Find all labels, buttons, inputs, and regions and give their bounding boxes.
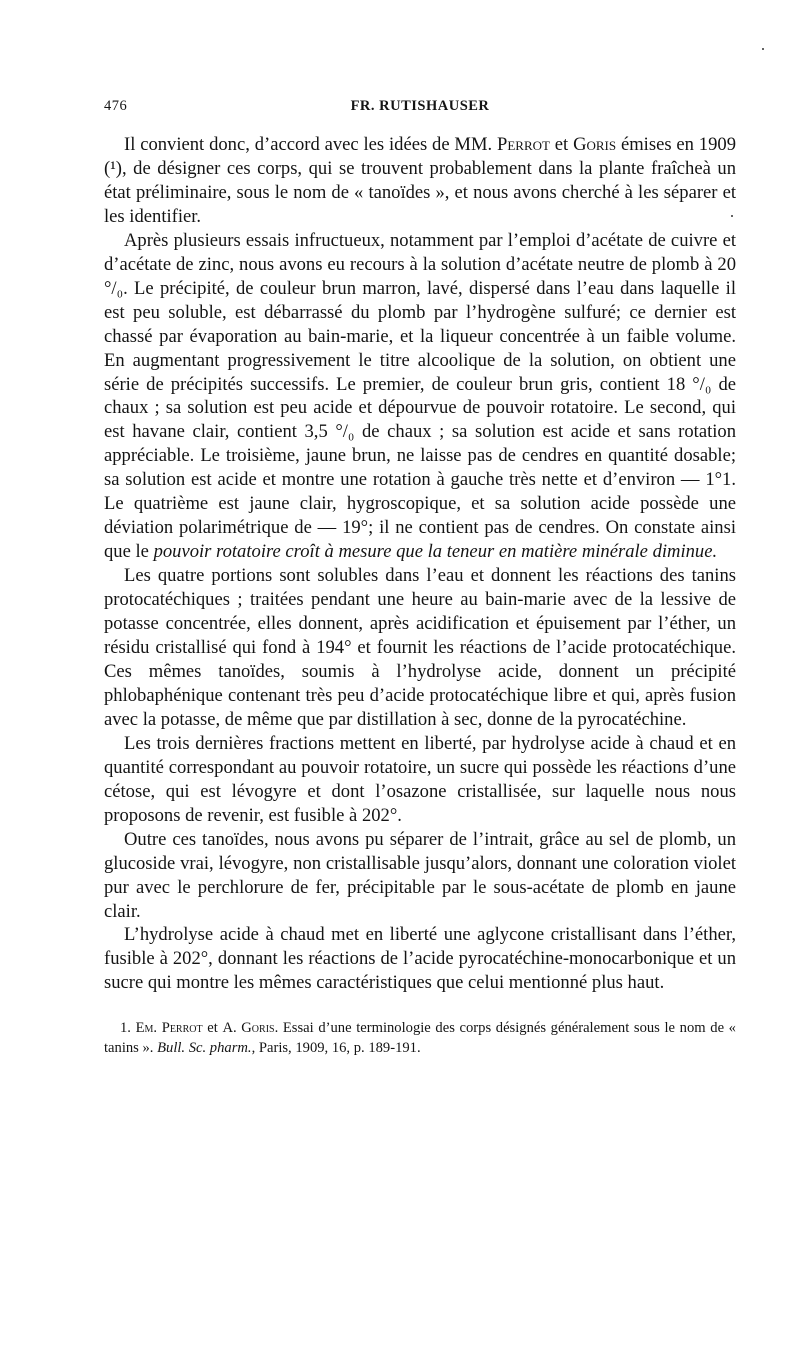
paragraph-2-italic-conclusion: pouvoir rotatoire croît à mesure que la teneur en matière minérale diminue. <box>153 541 718 563</box>
author-name-perrot: Perrot <box>497 134 550 155</box>
paragraph-1-text-a: Il convient donc, d’accord avec les idées de MM. <box>124 134 497 155</box>
footnote-author-2: A. Goris <box>222 1020 275 1037</box>
footnotes <box>104 1018 736 1058</box>
page <box>104 98 736 1058</box>
author-name-goris: Goris <box>573 134 617 155</box>
footnote-number: 1. <box>120 1020 131 1037</box>
paragraph-6: L’hydrolyse acide à chaud met en liberté une aglycone cristallisant dans l’éther, fusible à 202°, donnant les réactions de l’acide pyrocatéchine-monocarbonique et un sucre qui montre les mêmes caractéristiques que celui mentionné plus haut. <box>104 924 736 994</box>
paragraph-4: Les trois dernières fractions mettent en liberté, par hydrolyse acide à chaud et en quantité correspondant au pouvoir rotatoire, un sucre qui possède les réactions d’une cétose, qui est lévogyre et dont l’osazone cristallisée, sur laquelle nous nous proposons de revenir, est fusible à 202°. <box>104 732 736 826</box>
footnote-conjunction: et <box>202 1020 223 1037</box>
footnote-journal: Bull. Sc. pharm. <box>157 1040 252 1057</box>
paragraph-5: Outre ces tanoïdes, nous avons pu séparer de l’intrait, grâce au sel de plomb, un glucoside vrai, lévogyre, non cristallisable jusqu’alors, donnant une coloration violet pur avec le perchlorure de fer, précipitable par le sous-acétate de plomb en jaune clair. <box>104 828 736 922</box>
footnote-title: . Essai d’une terminologie des corps désignés généralement sous le nom de « tanins ». <box>104 1020 736 1057</box>
scan-speck <box>731 215 733 217</box>
footnote-1 <box>104 1018 736 1058</box>
footnote-author-1: Em. Perrot <box>135 1020 203 1037</box>
paragraph-2 <box>104 229 736 564</box>
paragraph-1-text-b: et <box>549 134 574 155</box>
running-title: FR. RUTISHAUSER <box>350 98 490 114</box>
page-header <box>104 98 736 120</box>
scan-speck <box>762 48 764 50</box>
paragraph-3: Les quatre portions sont solubles dans l’eau et donnent les réactions des tanins protocatéchiques ; traitées pendant une heure au bain-marie avec de la lessive de potasse concentrée, elles donnent, après acidification et épuisement par l’éther, un résidu cristallisé qui fond à 194° et fournit les réactions de l’acide protocatéchique. Ces mêmes tanoïdes, soumis à l’hydrolyse acide, donnent un précipité phlobaphénique contenant très peu d’acide protocatéchique libre et qui, après fusion avec la potasse, de même que par distillation à sec, donne de la pyrocatéchine. <box>104 565 736 730</box>
article-body <box>104 133 736 995</box>
page-number: 476 <box>104 98 128 114</box>
footnote-details: , Paris, 1909, 16, p. 189-191. <box>251 1040 421 1057</box>
paragraph-2-text: Après plusieurs essais infructueux, notamment par l’emploi d’acétate de cuivre et d’acétate de zinc, nous avons eu recours à la solution d’acétate neutre de plomb à 20 °/₀. Le précipité, de couleur brun marron, lavé, dispersé dans l’eau dans laquelle il est peu soluble, est débarrassé du plomb par l’hydrogène sulfuré; ce dernier est chassé par évaporation au bain-marie, et la liqueur concentrée à un faible volume. En augmentant progressivement le titre alcoolique de la solution, on obtient une série de précipités successifs. Le premier, de couleur brun gris, contient 18 °/₀ de chaux ; sa solution est peu acide et dépourvue de pouvoir rotatoire. Le second, qui est havane clair, contient 3,5 °/₀ de chaux ; sa solution est acide et sans rotation appréciable. Le troisième, jaune brun, ne laisse pas de cendres en quantité dosable; sa solution est acide et montre une rotation à gauche très nette et d’environ — 1°1. Le quatrième est jaune clair, hygroscopique, et sa solution acide possède une déviation polarimétrique de — 19°; il ne contient pas de cendres. On constate ainsi que le <box>104 229 736 563</box>
paragraph-1-text-c: émises en 1909 (¹), de désigner ces corps, qui se trouvent probablement dans la plante fraîcheà un état préliminaire, sous le nom de « tanoïdes », et nous avons cherché à les séparer et les identifier. <box>104 134 736 227</box>
paragraph-1 <box>104 133 736 229</box>
